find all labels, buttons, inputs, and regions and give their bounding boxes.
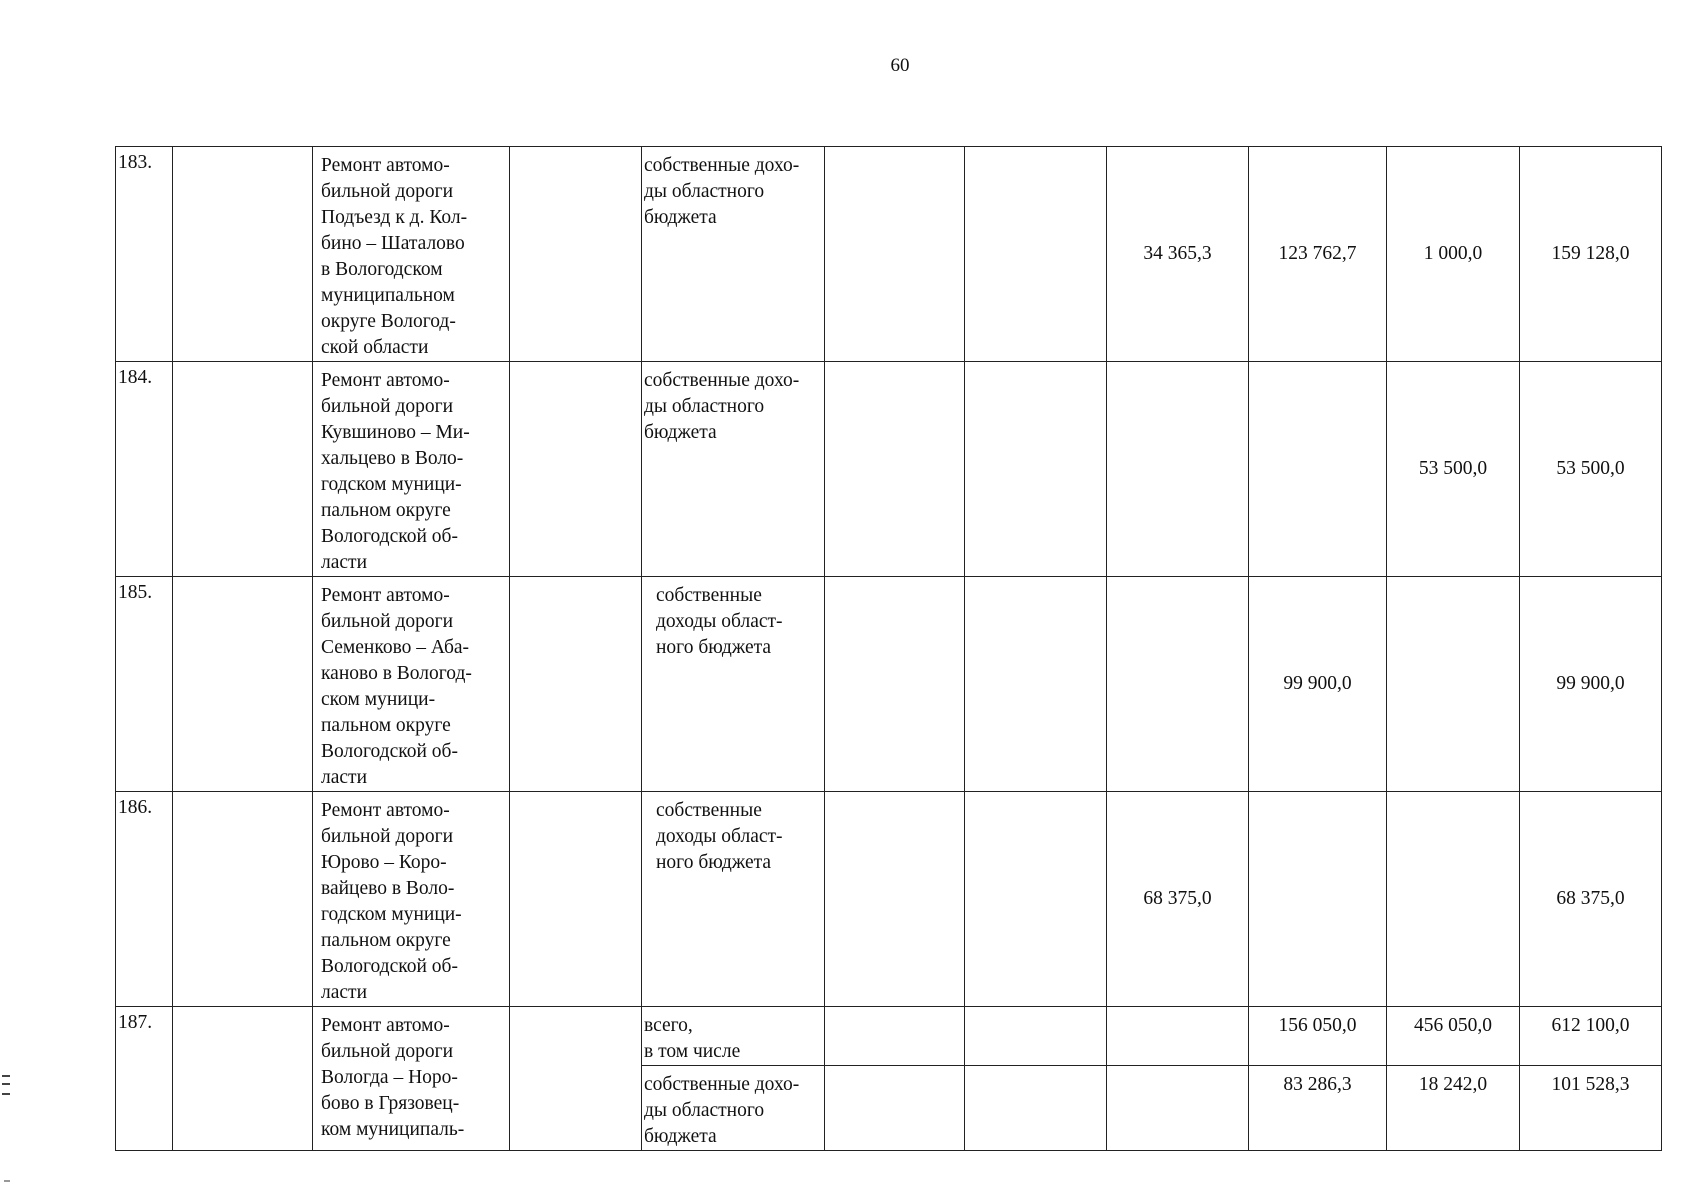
amount-cell-c10: 456 050,0: [1387, 1007, 1520, 1066]
amount-cell-c6: [825, 577, 965, 792]
amount-cell-c8: 34 365,3: [1107, 147, 1249, 362]
text-line: собственные дохо-: [644, 1074, 800, 1095]
page-number: 60: [890, 55, 910, 76]
empty-cell: [173, 362, 313, 577]
object-name-cell: [313, 362, 510, 577]
empty-cell: [510, 362, 642, 577]
text-line: Вологодской об-: [321, 956, 458, 977]
funding-source-cell: [642, 147, 825, 362]
text-line: Вологодской об-: [321, 741, 458, 762]
text-line: Юрово – Коро-: [321, 852, 447, 873]
object-name-cell: [313, 1007, 510, 1151]
empty-cell: [510, 147, 642, 362]
amount-cell-c10: 18 242,0: [1387, 1066, 1520, 1151]
table-row: [116, 147, 1662, 362]
text-line: ласти: [321, 552, 367, 573]
text-line: доходы област-: [656, 826, 783, 847]
text-line: Вологодской об-: [321, 526, 458, 547]
text-line: каново в Вологод-: [321, 663, 472, 684]
amount-cell-c9: 123 762,7: [1249, 147, 1387, 362]
row-number: 184.: [116, 362, 173, 577]
text-line: бино – Шаталово: [321, 233, 465, 254]
text-line: пальном округе: [321, 500, 451, 521]
amount-cell-c11: 68 375,0: [1520, 792, 1662, 1007]
funding-source-cell: [642, 577, 825, 792]
text-line: бильной дороги: [321, 1041, 454, 1062]
table-row: [116, 362, 1662, 577]
text-line: ного бюджета: [656, 637, 772, 658]
text-line: собственные: [656, 585, 762, 606]
amount-cell-c10: [1387, 792, 1520, 1007]
empty-cell: [173, 147, 313, 362]
amount-cell-c7: [965, 147, 1107, 362]
empty-cell: [173, 1007, 313, 1151]
funding-source-cell: [642, 792, 825, 1007]
text-line: пальном округе: [321, 930, 451, 951]
row-number: 187.: [116, 1007, 173, 1151]
amount-cell-c8: [1107, 1066, 1249, 1151]
amount-cell-c6: [825, 1007, 965, 1066]
text-line: ного бюджета: [656, 852, 772, 873]
row-number: 185.: [116, 577, 173, 792]
funding-source-cell: [642, 1066, 825, 1151]
text-line: Семенково – Аба-: [321, 637, 470, 658]
text-line: в Вологодском: [321, 259, 443, 280]
text-line: Ремонт автомо-: [321, 800, 450, 821]
empty-cell: [173, 577, 313, 792]
text-line: годском муници-: [321, 904, 462, 925]
text-line: Ремонт автомо-: [321, 370, 450, 391]
row-number: 183.: [116, 147, 173, 362]
amount-cell-c7: [965, 1007, 1107, 1066]
empty-cell: [510, 1007, 642, 1151]
object-name-cell: [313, 147, 510, 362]
budget-table: [115, 146, 1662, 1151]
scan-edge-dot: [4, 1180, 10, 1182]
text-line: Подъезд к д. Кол-: [321, 207, 468, 228]
amount-cell-c11: 101 528,3: [1520, 1066, 1662, 1151]
text-line: ды областного: [644, 181, 765, 202]
text-line: собственные: [656, 800, 762, 821]
text-line: доходы област-: [656, 611, 783, 632]
amount-cell-c9: 99 900,0: [1249, 577, 1387, 792]
text-line: Ремонт автомо-: [321, 155, 450, 176]
funding-source-cell: [642, 362, 825, 577]
text-line: ды областного: [644, 1100, 765, 1121]
text-line: вайцево в Воло-: [321, 878, 455, 899]
table-row: [116, 1007, 1662, 1066]
funding-source-cell: [642, 1007, 825, 1066]
amount-cell-c8: [1107, 362, 1249, 577]
table-row: [116, 792, 1662, 1007]
text-line: Ремонт автомо-: [321, 1015, 450, 1036]
text-line: годском муници-: [321, 474, 462, 495]
amount-cell-c11: 53 500,0: [1520, 362, 1662, 577]
amount-cell-c9: 156 050,0: [1249, 1007, 1387, 1066]
text-line: муниципальном: [321, 285, 455, 306]
text-line: бильной дороги: [321, 611, 454, 632]
amount-cell-c7: [965, 577, 1107, 792]
text-line: бильной дороги: [321, 826, 454, 847]
text-line: бюджета: [644, 1126, 717, 1147]
amount-cell-c8: [1107, 577, 1249, 792]
text-line: Вологда – Норо-: [321, 1067, 458, 1088]
text-line: бильной дороги: [321, 396, 454, 417]
amount-cell-c7: [965, 1066, 1107, 1151]
empty-cell: [173, 792, 313, 1007]
text-line: бильной дороги: [321, 181, 454, 202]
text-line: всего,: [644, 1015, 693, 1036]
text-line: собственные дохо-: [644, 370, 800, 391]
scan-edge-mark: [2, 1075, 10, 1095]
amount-cell-c6: [825, 362, 965, 577]
text-line: Ремонт автомо-: [321, 585, 450, 606]
amount-cell-c9: [1249, 362, 1387, 577]
amount-cell-c9: [1249, 792, 1387, 1007]
table-row: [116, 577, 1662, 792]
text-line: ской области: [321, 337, 429, 358]
empty-cell: [510, 577, 642, 792]
text-line: собственные дохо-: [644, 155, 800, 176]
text-line: бюджета: [644, 207, 717, 228]
text-line: бюджета: [644, 422, 717, 443]
amount-cell-c10: [1387, 577, 1520, 792]
text-line: Кувшиново – Ми-: [321, 422, 470, 443]
row-number: 186.: [116, 792, 173, 1007]
object-name-cell: [313, 577, 510, 792]
amount-cell-c9: 83 286,3: [1249, 1066, 1387, 1151]
amount-cell-c8: 68 375,0: [1107, 792, 1249, 1007]
text-line: пальном округе: [321, 715, 451, 736]
text-line: ласти: [321, 767, 367, 788]
amount-cell-c11: 99 900,0: [1520, 577, 1662, 792]
amount-cell-c7: [965, 792, 1107, 1007]
text-line: бово в Грязовец-: [321, 1093, 460, 1114]
object-name-cell: [313, 792, 510, 1007]
text-line: ласти: [321, 982, 367, 1003]
amount-cell-c6: [825, 1066, 965, 1151]
text-line: округе Вологод-: [321, 311, 456, 332]
amount-cell-c7: [965, 362, 1107, 577]
text-line: хальцево в Воло-: [321, 448, 464, 469]
text-line: в том числе: [644, 1041, 741, 1062]
amount-cell-c6: [825, 147, 965, 362]
text-line: ком муниципаль-: [321, 1119, 465, 1140]
amount-cell-c10: 1 000,0: [1387, 147, 1520, 362]
amount-cell-c6: [825, 792, 965, 1007]
amount-cell-c10: 53 500,0: [1387, 362, 1520, 577]
empty-cell: [510, 792, 642, 1007]
text-line: ском муници-: [321, 689, 436, 710]
amount-cell-c8: [1107, 1007, 1249, 1066]
text-line: ды областного: [644, 396, 765, 417]
amount-cell-c11: 612 100,0: [1520, 1007, 1662, 1066]
amount-cell-c11: 159 128,0: [1520, 147, 1662, 362]
